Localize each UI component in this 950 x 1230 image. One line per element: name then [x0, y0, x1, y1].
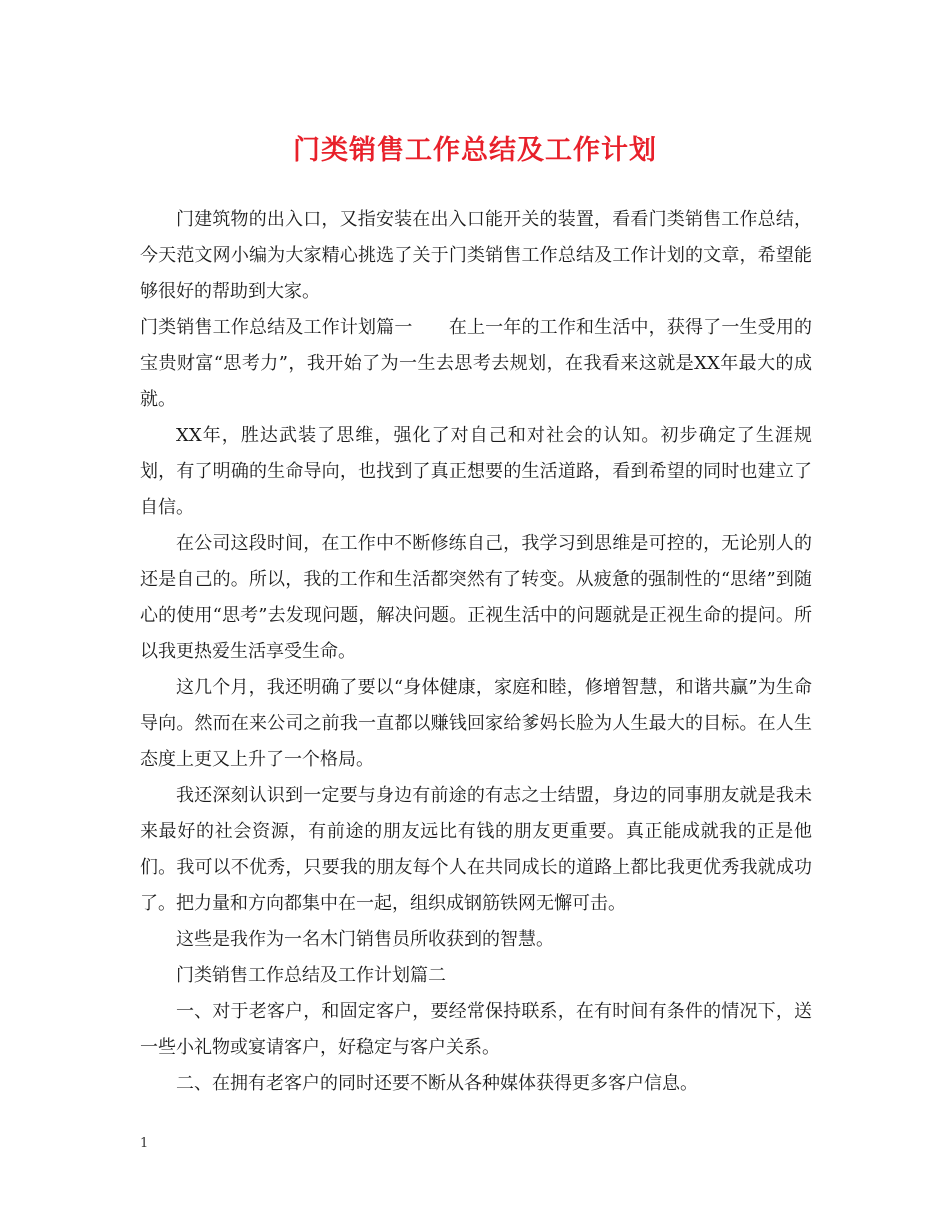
- paragraph-intro: 门建筑物的出入口，又指安装在出入口能开关的装置，看看门类销售工作总结，今天范文网小编为大家精心挑选了关于门类销售工作总结及工作计划的文章，希望能够很好的帮助到大家。: [140, 209, 812, 302]
- paragraph-part-two-heading: 门类销售工作总结及工作计划篇二: [176, 965, 446, 986]
- document-body: [140, 202, 812, 1102]
- paragraph: 二、在拥有老客户的同时还要不断从各种媒体获得更多客户信息。: [176, 1073, 698, 1094]
- paragraph: XX年，胜达武装了思维，强化了对自己和对社会的认知。初步确定了生涯规划，有了明确的生命导向，也找到了真正想要的生活道路，看到希望的同时也建立了自信。: [140, 425, 812, 518]
- paragraph: 一、对于老客户，和固定客户，要经常保持联系，在有时间有条件的情况下，送一些小礼物或宴请客户，好稳定与客户关系。: [140, 1001, 812, 1058]
- paragraph-part-one-heading: 门类销售工作总结及工作计划篇一 在上一年的工作和生活中，获得了一生受用的宝贵财富“思考力”，我开始了为一生去思考去规划，在我看来这就是XX年最大的成就。: [140, 317, 812, 410]
- paragraph: 在公司这段时间，在工作中不断修练自己，我学习到思维是可控的，无论别人的还是自己的。所以，我的工作和生活都突然有了转变。从疲惫的强制性的“思绪”到随心的使用“思考”去发现问题，解决问题。正视生活中的问题就是正视生命的提问。所以我更热爱生活享受生命。: [140, 533, 812, 662]
- document-title: 门类销售工作总结及工作计划: [293, 135, 657, 166]
- paragraph: 这些是我作为一名木门销售员所收获到的智慧。: [176, 929, 554, 950]
- paragraph: 我还深刻认识到一定要与身边有前途的有志之士结盟，身边的同事朋友就是我未来最好的社会资源，有前途的朋友远比有钱的朋友更重要。真正能成就我的正是他们。我可以不优秀，只要我的朋友每个人在共同成长的道路上都比我更优秀我就成功了。把力量和方向都集中在一起，组织成钢筋铁网无懈可击。: [140, 785, 812, 914]
- paragraph: 这几个月，我还明确了要以“身体健康，家庭和睦，修增智慧，和谐共赢”为生命导向。然而在来公司之前我一直都以赚钱回家给爹妈长脸为人生最大的目标。在人生态度上更又上升了一个格局。: [140, 677, 812, 770]
- page-number: 1: [140, 1136, 149, 1151]
